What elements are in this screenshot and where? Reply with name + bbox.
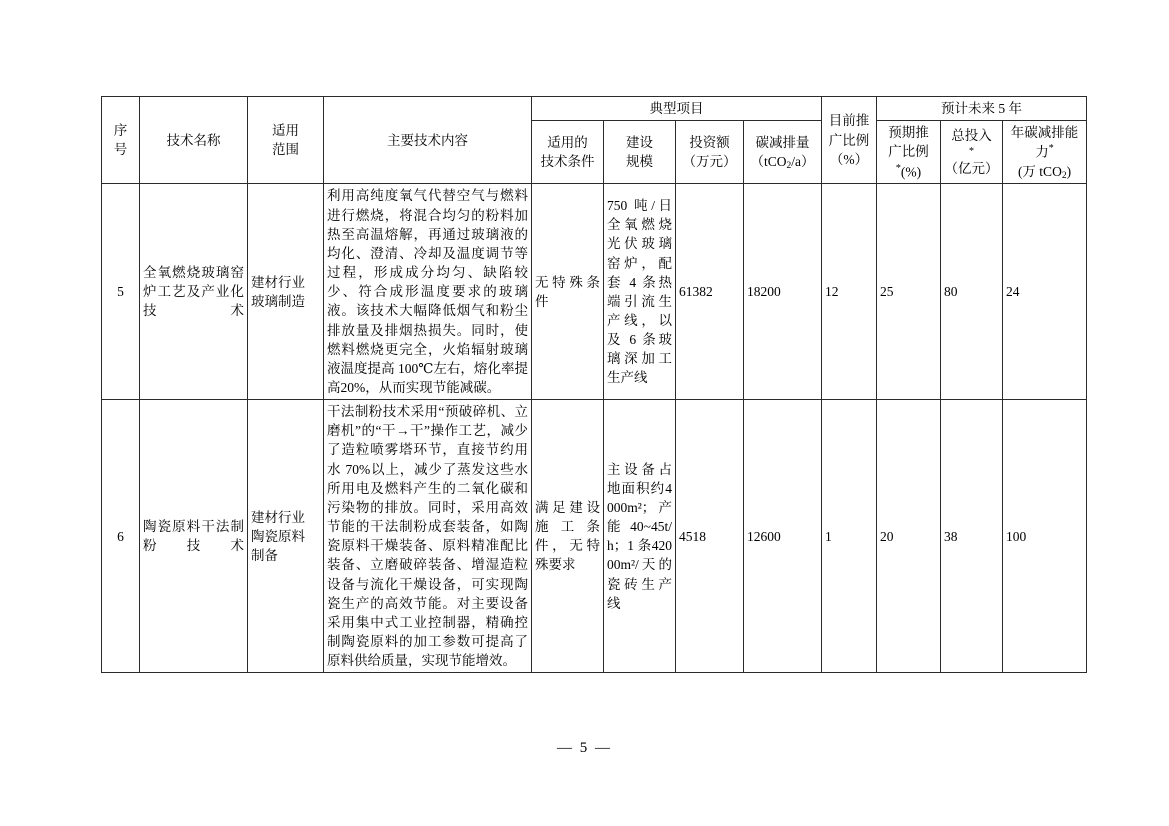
row-construction-scale: 750 吨/日全氧燃烧光伏玻璃窑炉，配套 4 条热端引流生产线，以及 6 条玻璃深加工生产线: [604, 184, 676, 400]
header-group-future-5y: 预计未来 5 年: [877, 97, 1087, 121]
row-tech-name: 全氧燃烧玻璃窑炉工艺及产业化技术: [140, 184, 248, 400]
header-construction-scale-line1: 建设: [626, 135, 653, 151]
row-carbon-reduction: 18200: [744, 184, 822, 400]
header-sequence: [102, 97, 140, 184]
header-construction-scale: [604, 121, 676, 184]
row-main-content: 干法制粉技术采用“预破碎机、立磨机”的“干→干”操作工艺，减少了造粒喷雾塔环节，直接节约用水 70%以上，减少了蒸发这些水所用电及燃料产生的二氧化碳和污染物的排放。同时，采用高效节能的干法制粉成套装备，如陶瓷原料干燥装备、原料精准配比装备、立磨破碎装备、增湿造粒设备与流化干燥设备，可实现陶瓷生产的高效节能。对主要设备采用集中式工业控制器，精确控制陶瓷原料的加工参数可提高了原料供给质量，实现节能增效。: [324, 400, 532, 673]
header-carbon-unit-pre: （tCO: [750, 154, 787, 170]
table-header: [102, 97, 1087, 184]
row-applicable-condition: 满足建设施工条件，无特殊要求: [532, 400, 604, 673]
page-footer: — 5 —: [557, 740, 612, 756]
header-applicable-condition-line2: 技术条件: [540, 154, 595, 170]
table-row: [102, 184, 1087, 400]
header-carbon-reduction: [744, 121, 822, 184]
row-sequence: 6: [102, 400, 140, 673]
header-sequence-line1: 序: [113, 123, 128, 139]
row-current-promotion: 1: [822, 400, 877, 673]
row-scope-line2: 玻璃制造: [251, 293, 305, 309]
row-construction-scale: 主设备占地面积约4000m²；产能40~45t/h；1 条42000m²/天的瓷砖生产线: [604, 400, 676, 673]
row-investment: 4518: [676, 400, 744, 673]
header-construction-scale-line2: 规模: [626, 154, 653, 170]
header-annual-carbon-line1: 年碳减排能: [1010, 125, 1079, 141]
header-investment: [676, 121, 744, 184]
header-carbon-unit-post: /a）: [791, 154, 815, 170]
header-annual-carbon-line3: [1006, 162, 1083, 181]
row-current-promotion: 12: [822, 184, 877, 400]
row-scope: [248, 400, 324, 673]
header-expected-promotion-line3: [880, 162, 937, 182]
header-expected-promotion: [877, 121, 941, 184]
header-annual-unit-post: ): [1066, 163, 1072, 179]
row-sequence: 5: [102, 184, 140, 400]
row-carbon-reduction: 12600: [744, 400, 822, 673]
header-tech-name: 技术名称: [140, 97, 248, 184]
header-main-content: 主要技术内容: [324, 97, 532, 184]
row-scope: [248, 184, 324, 400]
row-total-investment: 80: [941, 184, 1003, 400]
header-investment-line2: （万元）: [682, 154, 737, 170]
header-annual-unit-pre: (万 tCO: [1017, 163, 1062, 179]
row-scope-line3: 制备: [251, 547, 278, 563]
header-applicable-condition: [532, 121, 604, 184]
header-expected-promotion-unit: (%): [900, 164, 922, 180]
row-investment: 61382: [676, 184, 744, 400]
header-row-groups: [102, 97, 1087, 121]
row-expected-promotion: 25: [877, 184, 941, 400]
row-applicable-condition: 无特殊条件: [532, 184, 604, 400]
row-main-content: 利用高纯度氧气代替空气与燃料进行燃烧，将混合均匀的粉料加热至高温熔解，再通过玻璃液的均化、澄清、冷却及温度调节等过程，形成成分均匀、缺陷较少、符合成形温度要求的玻璃液。该技术大幅降低烟气和粉尘排放量及排烟热损失。同时，使燃料燃烧更完全，火焰辐射玻璃液温度提高 100℃左右，熔化率提高20%，从而实现节能减碳。: [324, 184, 532, 400]
header-current-promotion: [822, 97, 877, 184]
header-scope-line2: 范围: [272, 142, 299, 158]
row-scope-line2: 陶瓷原料: [251, 528, 305, 544]
header-applicable-condition-line1: 适用的: [547, 135, 588, 151]
header-annual-carbon-text: 力: [1035, 144, 1049, 160]
header-investment-line1: 投资额: [689, 135, 730, 151]
header-annual-carbon-capacity: [1003, 121, 1087, 184]
technology-catalog-table: [101, 96, 1087, 673]
header-carbon-reduction-line2: [747, 152, 818, 171]
header-annual-carbon-line2: [1006, 142, 1083, 162]
header-total-investment-text: 总投入: [951, 128, 992, 144]
header-current-promotion-line3: （%）: [829, 151, 869, 167]
header-total-investment-line1: [944, 126, 999, 145]
header-scope: [248, 97, 324, 184]
header-current-promotion-line1: 目前推: [828, 113, 870, 129]
row-tech-name: 陶瓷原料干法制粉技术: [140, 400, 248, 673]
header-current-promotion-line2: 广比例: [828, 132, 870, 148]
table-row: [102, 400, 1087, 673]
row-total-investment: 38: [941, 400, 1003, 673]
header-total-investment-unit: （亿元）: [944, 161, 999, 177]
header-total-investment-star: *: [969, 146, 974, 158]
header-expected-promotion-line1: 预期推: [888, 125, 929, 141]
row-annual-carbon-capacity: 24: [1003, 184, 1087, 400]
table-body: [102, 184, 1087, 673]
header-annual-unit-sub: 2: [1061, 170, 1067, 181]
header-expected-promotion-star: *: [895, 162, 901, 174]
header-total-investment: [941, 121, 1003, 184]
header-scope-line1: 适用: [272, 123, 299, 139]
header-annual-carbon-star: *: [1048, 143, 1054, 155]
row-scope-line1: 建材行业: [251, 274, 305, 290]
header-group-typical-project: 典型项目: [532, 97, 822, 121]
header-expected-promotion-line2: 广比例: [888, 144, 929, 160]
row-expected-promotion: 20: [877, 400, 941, 673]
row-annual-carbon-capacity: 100: [1003, 400, 1087, 673]
row-scope-line1: 建材行业: [251, 509, 305, 525]
header-carbon-reduction-line1: 碳减排量: [755, 134, 810, 150]
header-carbon-unit-sub: 2: [786, 161, 792, 172]
header-sequence-line2: 号: [113, 142, 128, 158]
